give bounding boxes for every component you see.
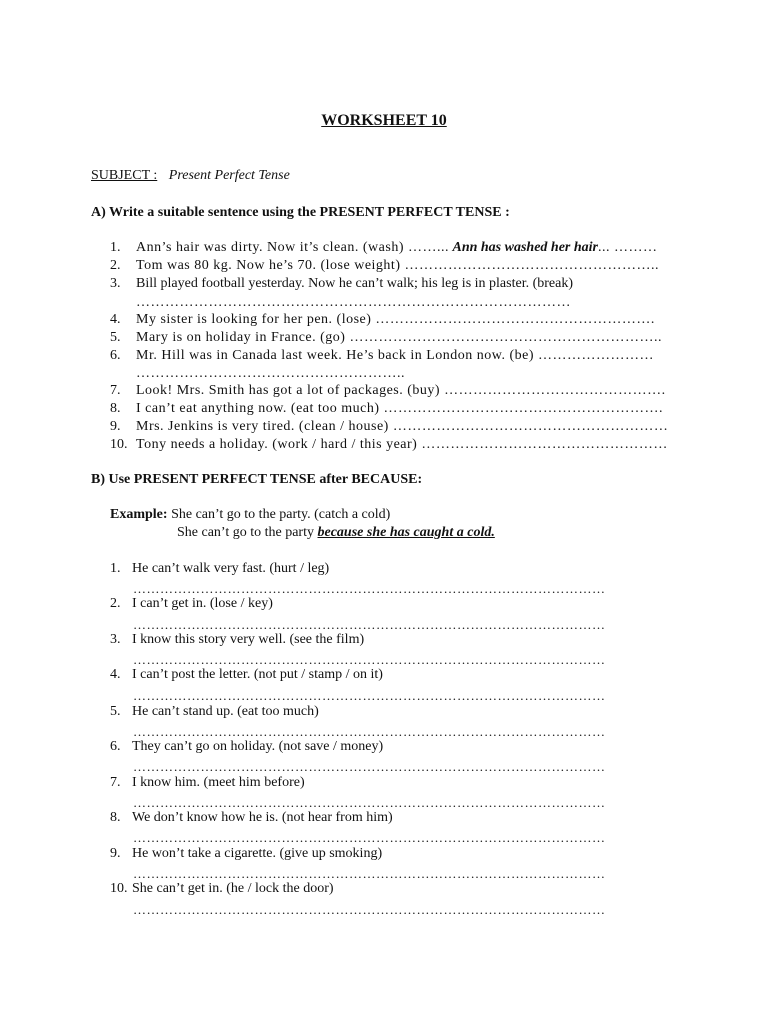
exercise-a-item bbox=[110, 347, 672, 365]
exercise-a-item bbox=[110, 239, 672, 257]
item-text: Mary is on holiday in France. (go) ……………………………………………………….. bbox=[136, 330, 662, 345]
answer-line: …………………………………………………………………………………………… bbox=[133, 830, 606, 845]
answer-line: …………………………………………………………………………………………… bbox=[133, 902, 606, 917]
item-answer: Ann has washed her hair bbox=[452, 240, 598, 255]
item-text: I can’t eat anything now. (eat too much) …………………………………………………. bbox=[136, 401, 664, 416]
item-number: 7. bbox=[110, 383, 121, 398]
item-number: 5. bbox=[110, 704, 121, 719]
exercise-b-item bbox=[110, 667, 383, 683]
exercise-b-item bbox=[110, 739, 383, 755]
answer-line: …………………………………………………………………………………………… bbox=[133, 581, 606, 596]
example-label: Example: bbox=[110, 507, 168, 522]
example-sentence: She can’t go to the party. (catch a cold) bbox=[171, 507, 391, 522]
exercise-a-item bbox=[110, 311, 672, 329]
example-answer: because she has caught a cold. bbox=[317, 525, 495, 540]
item-number: 6. bbox=[110, 739, 121, 754]
item-text: We don’t know how he is. (not hear from him) bbox=[132, 810, 393, 825]
item-text: Mr. Hill was in Canada last week. He’s back in London now. (be) …………………… bbox=[136, 348, 655, 363]
subject-label: SUBJECT : bbox=[91, 168, 158, 183]
item-number: 6. bbox=[110, 348, 121, 363]
item-number: 3. bbox=[110, 276, 121, 291]
item-text: I know him. (meet him before) bbox=[132, 775, 305, 790]
answer-line: …………………………………………………………………………………………… bbox=[133, 795, 606, 810]
item-text: She can’t get in. (he / lock the door) bbox=[132, 881, 334, 896]
exercise-b-item bbox=[110, 846, 382, 862]
exercise-b-item bbox=[110, 561, 329, 577]
section-b-heading: B) Use PRESENT PERFECT TENSE after BECAUSE: bbox=[91, 472, 423, 487]
answer-line: …………………………………………………………………………………………… bbox=[133, 688, 606, 703]
exercise-a-item bbox=[110, 329, 672, 347]
item-number: 7. bbox=[110, 775, 121, 790]
exercise-a-item bbox=[110, 436, 672, 454]
exercise-b-item bbox=[110, 704, 319, 720]
exercise-b-item bbox=[110, 596, 273, 612]
exercise-a-item bbox=[110, 257, 672, 275]
answer-line: ……………………………………………….. bbox=[136, 366, 405, 381]
item-number: 8. bbox=[110, 401, 121, 416]
item-text: I know this story very well. (see the film) bbox=[132, 632, 365, 647]
item-text: Tom was 80 kg. Now he’s 70. (lose weight) …………………………………………….. bbox=[136, 258, 659, 273]
exercise-a-item bbox=[110, 382, 672, 400]
exercise-a-item bbox=[110, 400, 672, 418]
item-tail: ... ……… bbox=[598, 240, 658, 255]
item-number: 10. bbox=[110, 437, 128, 452]
item-number: 10. bbox=[110, 881, 128, 896]
item-text: My sister is looking for her pen. (lose) …………………………………………………. bbox=[136, 312, 655, 327]
exercise-a-item bbox=[110, 275, 672, 293]
item-number: 4. bbox=[110, 667, 121, 682]
item-number: 1. bbox=[110, 561, 121, 576]
item-number: 8. bbox=[110, 810, 121, 825]
item-text: Look! Mrs. Smith has got a lot of packages. (buy) ………………………………………. bbox=[136, 383, 666, 398]
item-number: 5. bbox=[110, 330, 121, 345]
subject-line bbox=[91, 168, 290, 184]
answer-line: …………………………………………………………………………………………… bbox=[133, 759, 606, 774]
answer-line: …………………………………………………………………………………………… bbox=[133, 652, 606, 667]
item-number: 3. bbox=[110, 632, 121, 647]
item-text: Mrs. Jenkins is very tired. (clean / house) ………………………………………………… bbox=[136, 419, 669, 434]
subject-value: Present Perfect Tense bbox=[168, 168, 290, 183]
item-number: 4. bbox=[110, 312, 121, 327]
item-text: He won’t take a cigarette. (give up smoking) bbox=[132, 846, 383, 861]
answer-line: …………………………………………………………………………………………… bbox=[133, 866, 606, 881]
item-text: Bill played football yesterday. Now he can’t walk; his leg is in plaster. (break) bbox=[136, 276, 573, 291]
item-number: 1. bbox=[110, 240, 121, 255]
section-a-heading: A) Write a suitable sentence using the PRESENT PERFECT TENSE : bbox=[91, 205, 510, 220]
item-number: 9. bbox=[110, 419, 121, 434]
example-answer-line bbox=[177, 525, 495, 541]
item-text: Ann’s hair was dirty. Now it’s clean. (wash) ……... bbox=[136, 240, 449, 255]
exercise-b-item bbox=[110, 775, 305, 791]
item-text: I can’t post the letter. (not put / stamp / on it) bbox=[132, 667, 383, 682]
exercise-b-item bbox=[110, 632, 364, 648]
page-title: WORKSHEET 10 bbox=[321, 112, 447, 129]
exercise-b-item bbox=[110, 881, 334, 897]
item-text: They can’t go on holiday. (not save / money) bbox=[132, 739, 384, 754]
example-line bbox=[110, 507, 390, 523]
answer-line: …………………………………………………………………………………………… bbox=[133, 617, 606, 632]
exercise-b-item bbox=[110, 810, 393, 826]
item-text: He can’t stand up. (eat too much) bbox=[132, 704, 319, 719]
item-text: Tony needs a holiday. (work / hard / this year) …………………………………………… bbox=[136, 437, 668, 452]
answer-line: ……………………………………………………………………………… bbox=[136, 295, 571, 310]
item-text: I can’t get in. (lose / key) bbox=[132, 596, 273, 611]
item-number: 2. bbox=[110, 258, 121, 273]
exercise-a-item bbox=[110, 418, 672, 436]
example-sentence-2: She can’t go to the party bbox=[177, 525, 314, 540]
answer-line: …………………………………………………………………………………………… bbox=[133, 724, 606, 739]
item-text: He can’t walk very fast. (hurt / leg) bbox=[132, 561, 330, 576]
item-number: 9. bbox=[110, 846, 121, 861]
item-number: 2. bbox=[110, 596, 121, 611]
